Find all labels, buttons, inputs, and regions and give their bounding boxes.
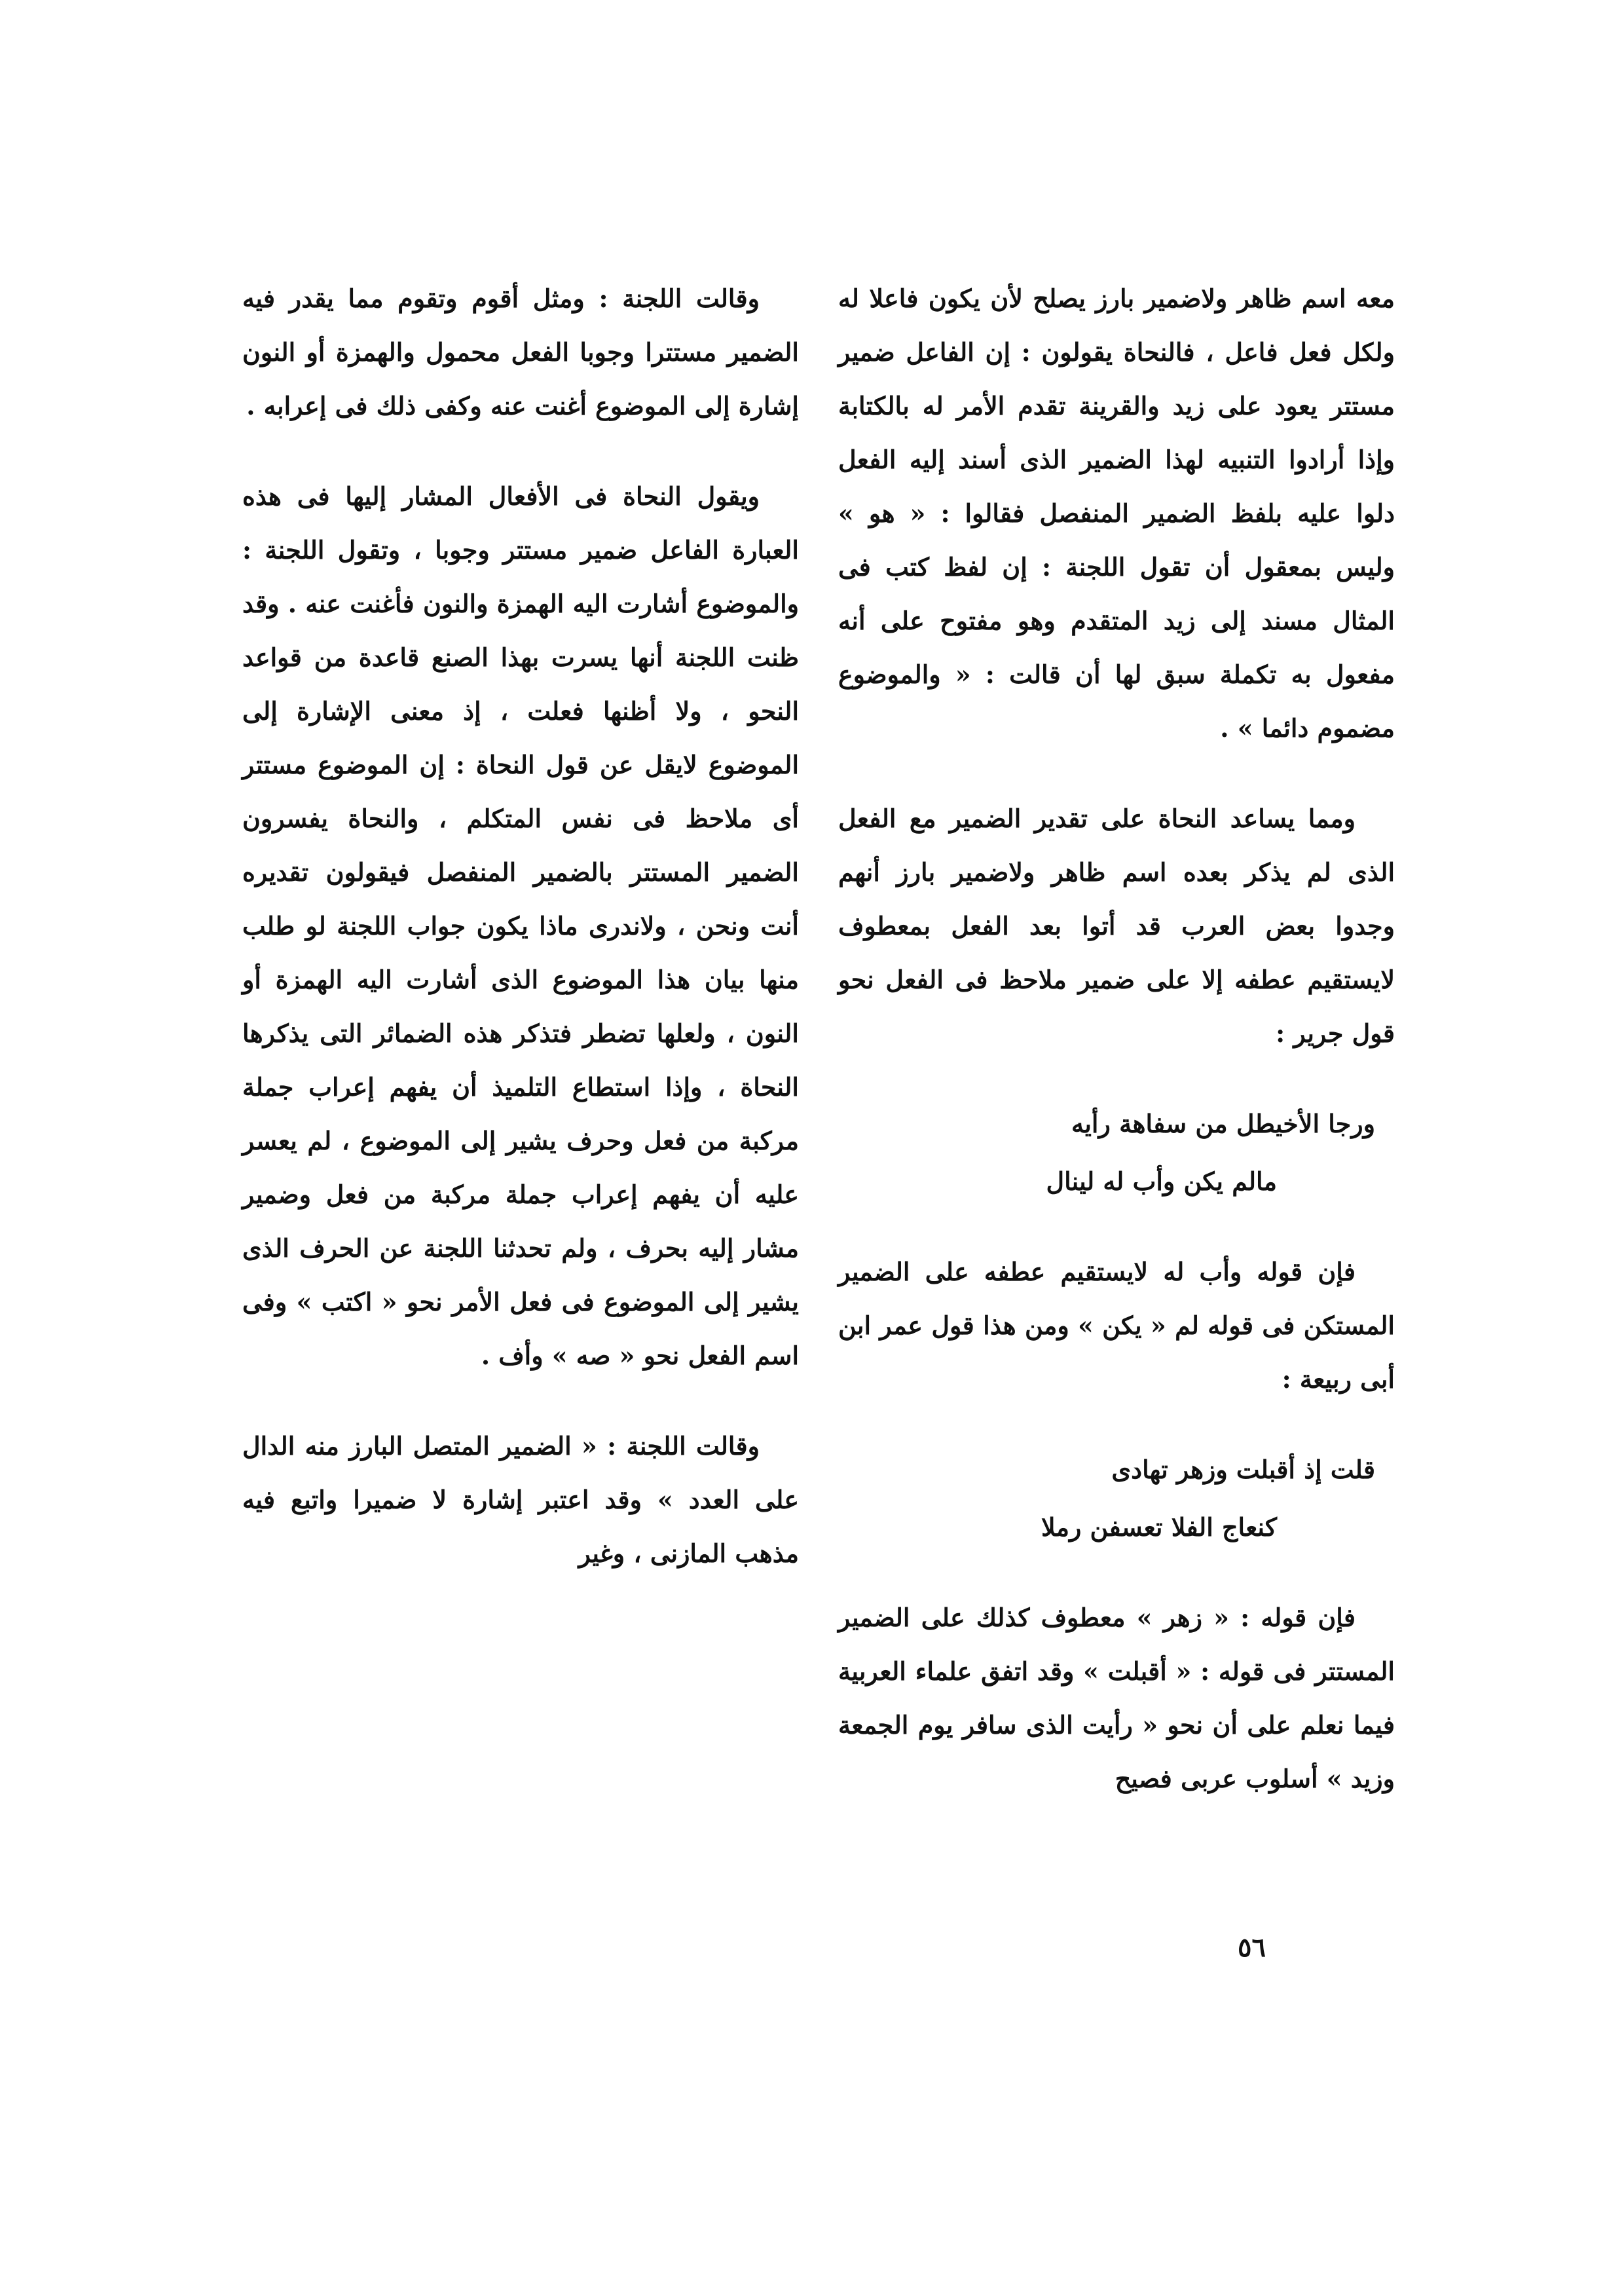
paragraph: فإن قوله وأب له لايستقيم عطفه على الضمير المستكن فى قوله لم « يكن » ومن هذا قول عمر ابن أبى ربيعة : [838, 1257, 1395, 1394]
paragraph: فإن قوله : « زهر » معطوف كذلك على الضمير المستتر فى قوله : « أقبلت » وقد اتفق علماء العربية فيما نعلم على أن نحو « رأيت الذى سافر يوم الجمعة وزيد » أسلوب عربى فصيح [838, 1603, 1395, 1793]
page-number: ٥٦ [1238, 1932, 1266, 1963]
paragraph: معه اسم ظاهر ولاضمير بارز يصلح لأن يكون فاعلا له ولكل فعل فاعل ، فالنحاة يقولون : إن الفاعل ضمير مستتر يعود على زيد والقرينة تقدم الأمر له بالكتابة وإذا أرادوا التنبيه لهذا الضمير الذى أسند إليه الفعل دلوا عليه بلفظ الضمير المنفصل فقالوا : « هو » وليس بمعقول أن تقول اللجنة : إن لفظ كتب فى المثال مسند إلى زيد المتقدم وهو مفتوح على أنه مفعول به تكملة سبق لها أن قالت : « والموضوع مضموم دائما » . [838, 284, 1395, 743]
verse-line: كنعاج الفلا تعسفن رملا [1041, 1512, 1277, 1542]
verse-line: ورجا الأخيطل من سفاهة رأيه [1071, 1109, 1375, 1138]
verse-line: مالم يكن وأب له لينال [1046, 1166, 1277, 1196]
paragraph: وقالت اللجنة : ومثل أقوم وتقوم مما يقدر فيه الضمير مستترا وجوبا الفعل محمول والهمزة أو النون إشارة إلى الموضوع أغنت عنه وكفى ذلك فى إعرابه . [242, 284, 799, 420]
right-column [838, 272, 1395, 1842]
left-column [242, 272, 799, 1617]
paragraph: ومما يساعد النحاة على تقدير الضمير مع الفعل الذى لم يذكر بعده اسم ظاهر ولاضمير بارز أنهم وجدوا بعض العرب قد أتوا بعد الفعل بمعطوف لايستقيم عطفه إلا على ضمير ملاحظ فى الفعل نحو قول جرير : [838, 804, 1395, 1048]
paragraph: وقالت اللجنة : « الضمير المتصل البارز منه الدال على العدد » وقد اعتبر إشارة لا ضميرا واتبع فيه مذهب المازنى ، وغير [242, 1431, 799, 1568]
verse-line: قلت إذ أقبلت وزهر تهادى [1111, 1455, 1375, 1484]
paragraph: ويقول النحاة فى الأفعال المشار إليها فى هذه العبارة الفاعل ضمير مستتر وجوبا ، وتقول اللجنة : والموضوع أشارت اليه الهمزة والنون فأغنت عنه . وقد ظنت اللجنة أنها يسرت بهذا الصنع قاعدة من قواعد النحو ، ولا أظنها فعلت ، إذ معنى الإشارة إلى الموضوع لايقل عن قول النحاة : إن الموضوع مستتر أى ملاحظ فى نفس المتكلم ، والنحاة يفسرون الضمير المستتر بالضمير المنفصل فيقولون تقديره أنت ونحن ، ولاندرى ماذا يكون جواب اللجنة لو طلب منها بيان هذا الموضوع الذى أشارت اليه الهمزة أو النون ، ولعلها تضطر فتذكر هذه الضمائر التى يذكرها النحاة ، وإذا استطاع التلميذ أن يفهم إعراب جملة مركبة من فعل وحرف يشير إلى الموضوع ، لم يعسر عليه أن يفهم إعراب جملة مركبة من فعل وضمير مشار إليه بحرف ، ولم تحدثنا اللجنة عن الحرف الذى يشير إلى الموضوع فى فعل الأمر نحو « اكتب » وفى اسم الفعل نحو « صه » وأف . [242, 481, 799, 1370]
